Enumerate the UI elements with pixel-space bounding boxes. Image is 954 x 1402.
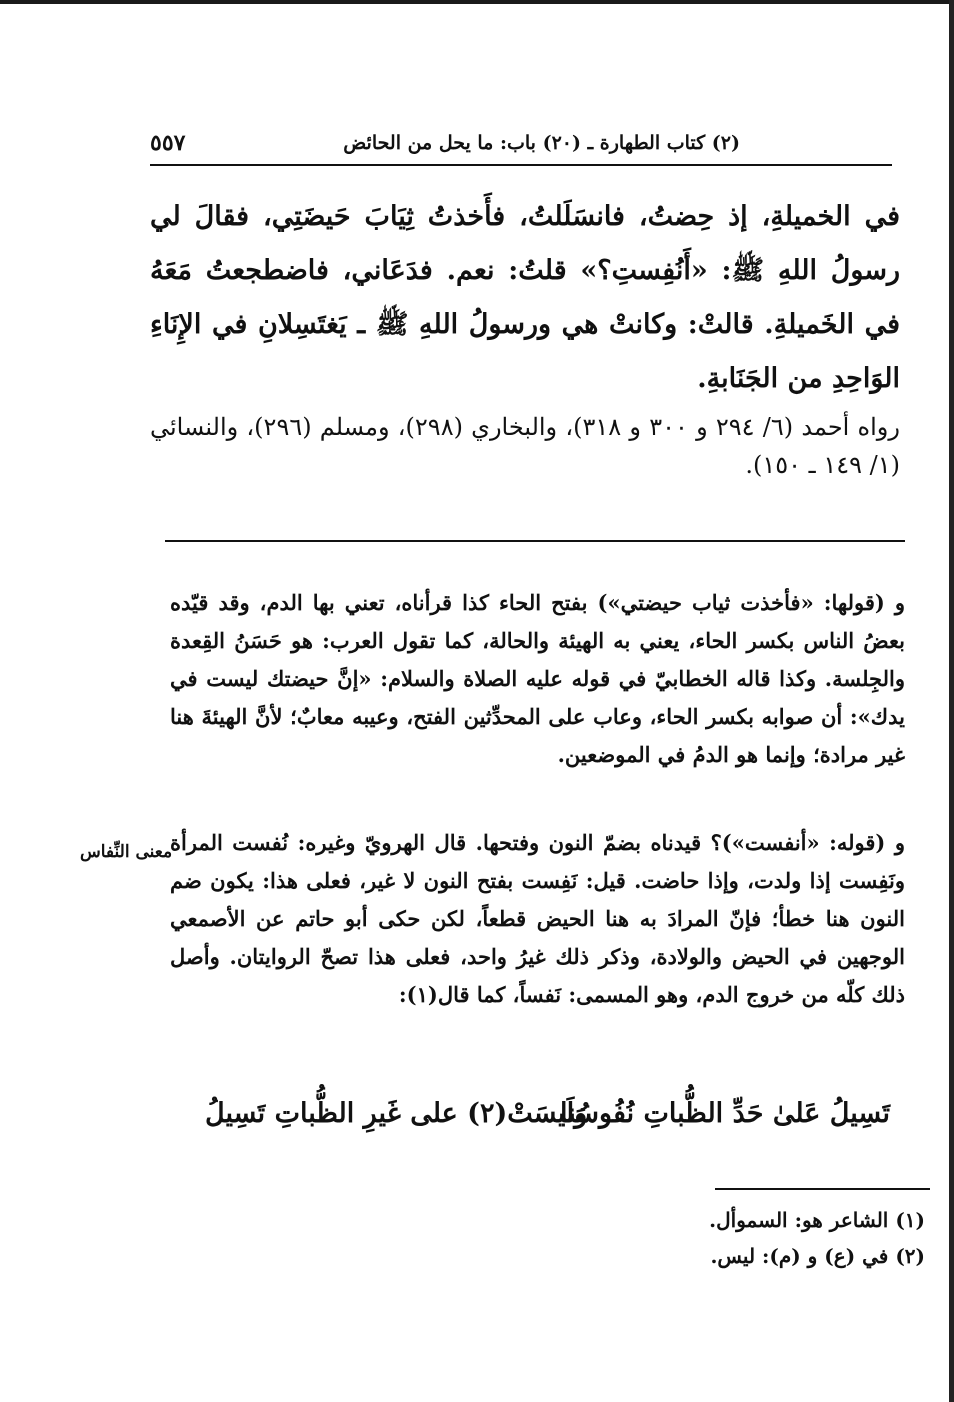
- hadith-text: في الخميلةِ، إذ حِضتُ، فانسَلَلتُ، فأَخذتُ ثِيَابَ حَيضَتِي، فقالَ لي رسولُ اللهِ ﷺ: «أَنُفِستِ؟» قلتُ: نعم. فدَعَاني، فاضطجعتُ مَعَهُ في الخَميلةِ. قالتْ: وكانتْ هي ورسولُ اللهِ ﷺ ـ يَغتَسِلانِ في الإِنَاءِ الوَاحِدِ من الجَنَابةِ.: [150, 201, 900, 394]
- footnote-rule: [715, 1188, 930, 1190]
- hadith-source: رواه أحمد (٦/ ٢٩٤ و ٣٠٠ و ٣١٨)، والبخاري (٢٩٨)، ومسلم (٢٩٦)، والنسائي (١/ ١٤٩ ـ ١٥٠).: [150, 413, 900, 479]
- header-rule: [150, 164, 892, 166]
- section-separator: [165, 540, 905, 542]
- scan-right-edge: [949, 0, 954, 1402]
- page-header: [150, 128, 900, 164]
- footnote-2: (٢) في (ع) و (م): ليس.: [710, 1244, 925, 1268]
- verse-second-hemistich: وَلَيسَتْ(٢) على غَيرِ الظُّباتِ تَسِيلُ: [205, 1098, 588, 1129]
- scan-top-edge: [0, 0, 954, 4]
- commentary-paragraph-1: و (قولها: «فأخذت ثياب حيضتي») بفتح الحاء كذا قرأناه، تعني بها الدم، وقد قيّده بعضُ الناس بكسر الحاء، يعني به الهيئة والحالة، كما تقول العرب: هو حَسَنُ القِعدة والجِلسة. وكذا قاله الخطابيّ في قوله عليه الصلاة والسلام: «إنَّ حيضتك ليست في يدك»: أن صوابه بكسر الحاء، وعاب على المحدِّثين الفتح، وعيبه معابٌ؛ لأنَّ الهيئةَ هنا غير مرادة؛ وإنما هو الدمُ في الموضعين.: [170, 590, 905, 767]
- margin-note: معنى النِّفاس: [80, 842, 173, 862]
- running-title: (٢) كتاب الطهارة ـ (٢٠) باب: ما يحل من الحائض: [343, 132, 740, 154]
- poetry-verse: [150, 1098, 890, 1148]
- verse-first-hemistich: تَسِيلُ عَلىٰ حَدِّ الظُّباتِ نُفُوسُنا: [560, 1098, 890, 1129]
- page-number: ٥٥٧: [150, 130, 186, 156]
- footnote-1: (١) الشاعر هو: السموأل.: [709, 1208, 925, 1232]
- commentary-paragraph-2: و (قوله: «أنفست»)؟ قيدناه بضمّ النون وفتحها. قال الهرويّ وغيره: نُفست المرأة ونَفِست إذا ولدت، وإذا حاضت. قيل: نَفِست بفتح النون لا غير، فعلى هذا: يكون ضم النون هنا خطأ؛ فإنّ المرادَ به هنا الحيض قطعاً، لكن حكى أبو حاتم عن الأصمعي الوجهين في الحيض والولادة، وذكر ذلك غيرُ واحد، فعلى هذا تصحّ الروايتان. وأصل ذلك كلّه من خروج الدم، وهو المسمى: نَفساً، كما قال(١):: [170, 830, 905, 1007]
- footnotes: [600, 1202, 925, 1274]
